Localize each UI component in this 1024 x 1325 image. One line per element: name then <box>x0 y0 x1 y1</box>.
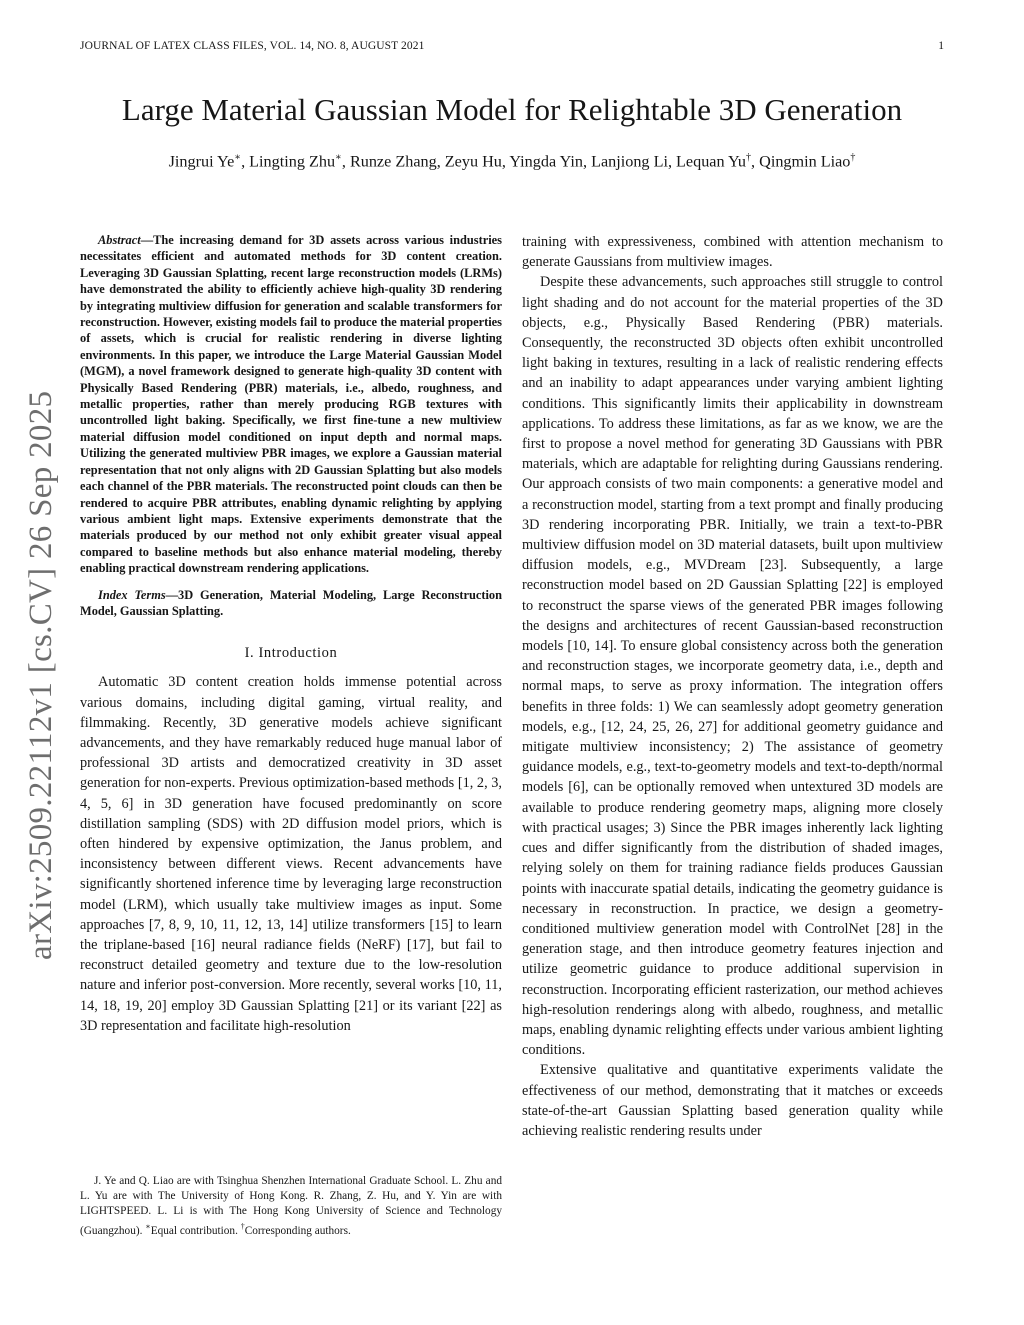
index-terms-lead: Index Terms <box>98 587 166 602</box>
author: Yingda Yin <box>509 152 583 171</box>
section-heading: I. Introduction <box>244 645 338 662</box>
author-mark: † <box>746 152 752 163</box>
corresponding-mark: † <box>240 1222 245 1231</box>
paragraph: Despite these advancements, such approaches still struggle to control light shading and do not account for the material properties of the 3D objects, e.g., Physically Based Rendering (PBR) materials. Consequently, the reconstructed 3D objects often exhibit uncontrolled light baking in textures, resulting in a lack of realistic rendering effects and an inability to adapt appearances under varying ambient lighting conditions. This significantly limits their applicability in downstream applications. To address these limitations, as far as we know, we are the first to propose a novel method for generating 3D Gaussians with PBR materials, which are adaptable for relighting during Gaussians rendering. Our approach consists of two main components: a generative model and a reconstruction model, starting from a text prompt and finally producing 3D rendering incorporating PBR. Initially, we train a text-to-PBR multiview diffusion model on 3D material datasets, built upon multiview diffusion models, e.g., MVDream [23]. Subsequently, a large reconstruction model based on 2D Gaussian Splatting [22] is employed to reconstruct the sparse views of the generated PBR images following the designs and architectures of recent Gaussian-based reconstruction models [10, 14]. To ensure global consistency across both the generation and reconstruction stages, we incorporate geometry data, i.e., depth and normal maps, to serve as proxy information. The integration offers benefits in three folds: 1) We can seamlessly adopt geometry generation models, e.g., [12, 24, 25, 26, 27] for additional geometry guidance and mitigate multiview inconsistency; 2) The assistance of geometry guidance models, e.g., text-to-geometry models and text-to-depth/normal models [6], can be optionally removed when untextured 3D models are available to produce rendering geometry maps, aligning more closely with practical usages; 3) Since the PBR images inherently lack lighting cues and differ significantly from the distribution of shaded images, relying solely on them for training radiance fields produces Gaussian points with inaccurate spatial details, indicating the geometry guidance is necessary in reconstruction. In practice, we design a geometry-conditioned multiview generation model with ControlNet [28] in the generation stage, and then introduce geometry features injection and utilize geometric guidance to produce additional supervision in reconstruction. Incorporating efficient rasterization, our method achieves high-resolution renderings along with albedo, roughness, and metallic maps, enabling dynamic relighting effects under various ambient lighting conditions. <box>522 274 943 1059</box>
author: Lanjiong Li <box>591 152 668 171</box>
author-mark: ∗ <box>335 152 342 163</box>
paragraph: training with expressiveness, combined with attention mechanism to generate Gaussians from multiview images. <box>522 234 943 271</box>
abstract <box>80 232 502 577</box>
author: Lingting Zhu <box>249 152 336 171</box>
author-list: Jingrui Ye∗, Lingting Zhu∗, Runze Zhang, Zeyu Hu, Yingda Yin, Lanjiong Li, Lequan Yu†, Qingmin Liao† <box>168 152 856 171</box>
right-column <box>522 232 943 1141</box>
abstract-text: —The increasing demand for 3D assets across various industries necessitates efficient and automated methods for 3D content creation. Leveraging 3D Gaussian Splatting, recent large reconstruction models (LRMs) have demonstrated the ability to efficiently achieve high-quality 3D rendering by integrating multiview diffusion for generation and scalable transformers for reconstruction. However, existing models fail to produce the material properties of assets, which is crucial for realistic rendering in diverse lighting environments. In this paper, we introduce the Large Material Gaussian Model (MGM), a novel framework designed to generate high-quality 3D content with Physically Based Rendering (PBR) materials, i.e., albedo, roughness, and metallic properties, rather than merely producing RGB textures with uncontrolled light baking. Specifically, we first fine-tune a new multiview material diffusion model conditioned on input depth and normal maps. Utilizing the generated multiview PBR images, we explore a Gaussian material representation that not only aligns with 2D Gaussian Splatting but also models each channel of the PBR materials. The reconstructed point clouds can then be rendered to acquire PBR attributes, enabling dynamic relighting by applying various ambient light maps. Extensive experiments demonstrate that the materials produced by our method not only exhibit greater visual appeal compared to baseline methods but also enhance material modeling, thereby enabling practical downstream rendering applications. <box>80 233 502 576</box>
abstract-lead: Abstract <box>98 233 141 247</box>
author: Jingrui Ye <box>168 152 235 171</box>
left-column <box>80 232 502 1036</box>
affiliation-footnote <box>80 1174 502 1239</box>
author-mark: ∗ <box>234 152 242 163</box>
author: Zeyu Hu <box>444 152 502 171</box>
author-mark: † <box>850 152 856 163</box>
arxiv-stamp: arXiv:2509.22112v1 [cs.CV] 26 Sep 2025 <box>23 390 59 960</box>
author: Qingmin Liao <box>759 152 851 171</box>
index-terms-text: —3D Generation, Material Modeling, Large Reconstruction Model, Gaussian Splatting. <box>80 587 502 618</box>
paper-title: Large Material Gaussian Model for Relightable 3D Generation <box>121 92 903 127</box>
corresponding-note: Corresponding authors. <box>244 1224 351 1237</box>
author: Lequan Yu <box>676 152 747 171</box>
paragraph: Extensive qualitative and quantitative experiments validate the effectiveness of our method, demonstrating that it matches or exceeds state-of-the-art Gaussian Splatting based generation quality while achieving realistic rendering results under <box>522 1062 943 1139</box>
equal-contribution-note: Equal contribution. <box>150 1224 241 1237</box>
paragraph: Automatic 3D content creation holds immense potential across various domains, including digital gaming, virtual reality, and filmmaking. Recently, 3D generative models achieve significant advancements, and they have remarkably reduced huge manual labor of professional 3D artists and democratized creativity in 3D asset generation for non-experts. Previous optimization-based methods [1, 2, 3, 4, 5, 6] in 3D generation have focused predominantly on score distillation sampling (SDS) with 2D diffusion model priors, which is often hindered by expensive optimization, the Janus problem, and inconsistency between different views. Recent advancements have significantly shortened inference time by leveraging large reconstruction model (LRM), which usually take multiview images as input. Some approaches [7, 8, 9, 10, 11, 12, 13, 14] utilize transformers [15] to learn the triplane-based [16] neural radiance fields (NeRF) [17], but fail to reconstruct detailed geometry and texture due to the low-resolution nature and inferior post-conversion. More recently, several works [10, 11, 14, 18, 19, 20] employ 3D Gaussian Splatting [21] or its variant [22] as 3D representation and facilitate high-resolution <box>80 674 502 1034</box>
equal-mark: ∗ <box>145 1222 151 1231</box>
running-header: JOURNAL OF LATEX CLASS FILES, VOL. 14, NO. 8, AUGUST 2021 <box>80 40 425 52</box>
author: Runze Zhang <box>349 152 437 171</box>
page-number: 1 <box>938 40 944 52</box>
index-terms <box>80 587 502 620</box>
footnote-text: J. Ye and Q. Liao are with Tsinghua Shenzhen International Graduate School. L. Zhu and L. Yu are with The University of Hong Kong. R. Zhang, Z. Hu, and Y. Yin are with LIGHTSPEED. L. Li is with The Hong Kong University of Science and Technology (Guangzhou). <box>80 1175 502 1237</box>
